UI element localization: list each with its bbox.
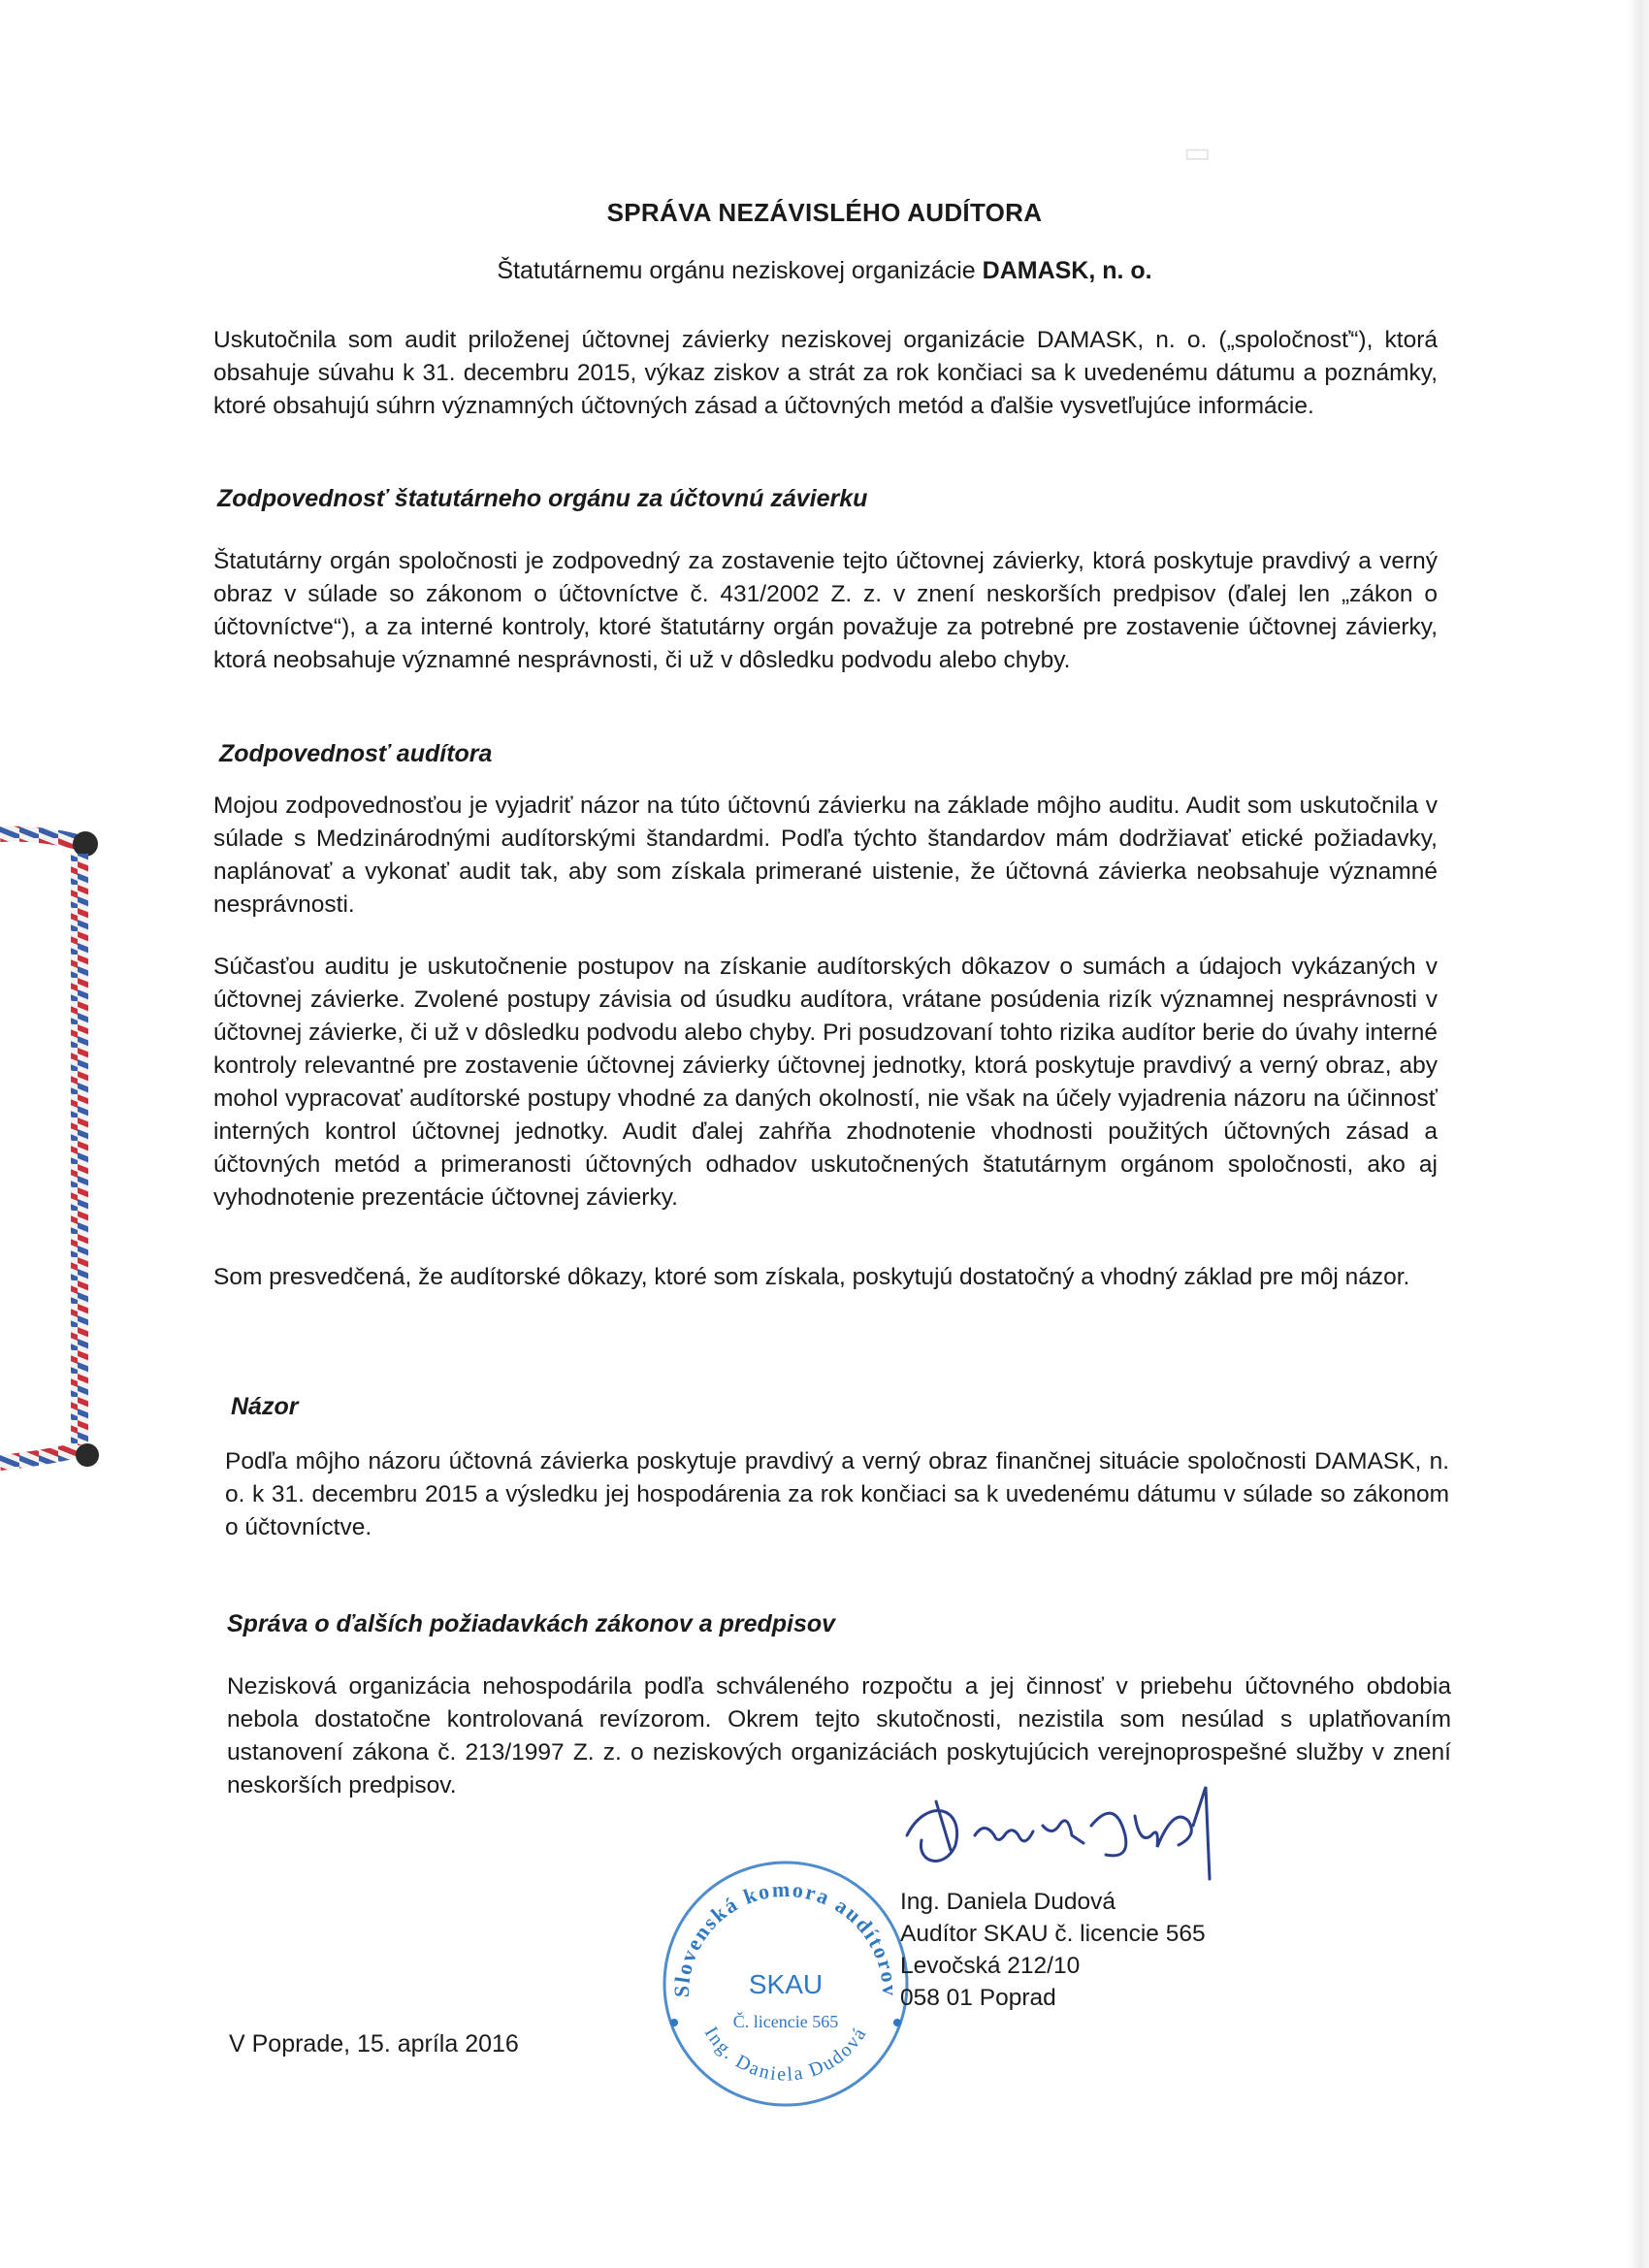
signer-block xyxy=(900,1886,1206,2014)
binding-hole xyxy=(73,831,98,857)
addressee-line xyxy=(0,257,1649,285)
scanned-page-edge xyxy=(1628,0,1649,2268)
signer-role: Audítor SKAU č. licencie 565 xyxy=(900,1921,1206,1947)
opinion-heading: Názor xyxy=(231,1393,299,1420)
auditor-seal-stamp xyxy=(650,1848,922,2120)
seal-dot xyxy=(670,2019,678,2026)
opinion-paragraph: Podľa môjho názoru účtovná závierka poskytuje pravdivý a verný obraz finančnej situácie spoločnosti DAMASK, n. o. k 31. decembru 2015 a výsledku jej hospodárenia za rok končiaci sa k uvedenému dátumu v súlade so zákonom o účtovníctve. xyxy=(225,1448,1449,1540)
seal-dot xyxy=(893,2019,901,2026)
faint-bleed-through: ▭ xyxy=(1183,137,1212,169)
binding-hole xyxy=(76,1443,99,1467)
seal-license-text: Č. licencie 565 xyxy=(732,2012,839,2031)
auditor-responsibility-heading: Zodpovednosť audítora xyxy=(219,740,493,767)
handwritten-signature xyxy=(897,1767,1246,1894)
statutory-responsibility-heading: Zodpovednosť štatutárneho orgánu za účtovnú závierku xyxy=(217,485,868,512)
seal-bottom-text: Ing. Daniela Dudová xyxy=(699,2023,872,2086)
document-title: SPRÁVA NEZÁVISLÉHO AUDÍTORA xyxy=(606,198,1043,227)
binding-cord-image xyxy=(0,815,107,1484)
signer-street: Levočská 212/10 xyxy=(900,1953,1081,1979)
place-and-date: V Poprade, 15. apríla 2016 xyxy=(229,2030,519,2057)
seal-center-text: SKAU xyxy=(748,1969,824,1999)
intro-paragraph: Uskutočnila som audit priloženej účtovnej závierky neziskovej organizácie DAMASK, n. o. („spoločnosť“), ktorá obsahuje súvahu k 31. decembru 2015, výkaz ziskov a strát za rok končiaci sa k uvedenému dátumu a poznámky, ktoré obsahujú súhrn významných účtovných zásad a účtovných metód a ďalšie vysvetľujúce informácie. xyxy=(213,327,1438,419)
addressee-organization: DAMASK, n. o. xyxy=(982,257,1152,284)
other-requirements-heading: Správa o ďalších požiadavkách zákonov a predpisov xyxy=(227,1610,836,1637)
auditor-responsibility-paragraph-3: Som presvedčená, že audítorské dôkazy, ktoré som získala, poskytujú dostatočný a vhodný základ pre môj názor. xyxy=(213,1264,1410,1290)
auditor-responsibility-paragraph-2: Súčasťou auditu je uskutočnenie postupov na získanie audítorských dôkazov o sumách a údajoch vykázaných v účtovnej závierke. Zvolené postupy závisia od úsudku audítora, vrátane posúdenia rizík významnej nesprávnosti v účtovnej závierke, či už v dôsledku podvodu alebo chyby. Pri posudzovaní tohto rizika audítor berie do úvahy interné kontroly relevantné pre zostavenie účtovnej závierky účtovnej jednotky, ktorá poskytuje pravdivý a verný obraz, aby mohol vypracovať audítorské postupy vhodné za daných okolností, nie však na účely vyjadrenia názoru na účinnosť interných kontrol účtovnej jednotky. Audit ďalej zahŕňa zhodnotenie vhodnosti použitých účtovných zásad a účtovných metód a primeranosti účtovných odhadov uskutočnených štatutárnym orgánom spoločnosti, ako aj vyhodnotenie prezentácie účtovnej závierky. xyxy=(213,954,1438,1211)
statutory-responsibility-paragraph: Štatutárny orgán spoločnosti je zodpovedný za zostavenie tejto účtovnej závierky, ktorá poskytuje pravdivý a verný obraz v súlade so zákonom o účtovníctve č. 431/2002 Z. z. v znení neskorších predpisov (ďalej len „zákon o účtovníctve“), a za interné kontroly, ktoré štatutárny orgán považuje za potrebné pre zostavenie účtovnej závierky, ktorá neobsahuje významné nesprávnosti, či už v dôsledku podvodu alebo chyby. xyxy=(213,548,1438,673)
svg-text:Ing. Daniela Dudová xyxy=(700,2023,872,2085)
addressee-prefix: Štatutárnemu orgánu neziskovej organizácie xyxy=(497,257,983,284)
seal-top-text: Slovenská komora audítorov xyxy=(668,1876,903,1998)
signer-city: 058 01 Poprad xyxy=(900,1985,1056,2011)
auditor-responsibility-paragraph-1: Mojou zodpovednosťou je vyjadriť názor na túto účtovnú závierku na základe môjho auditu. Audit som uskutočnila v súlade s Medzinárodnými audítorskými štandardmi. Podľa týchto štandardov mám dodržiavať etické požiadavky, naplánovať a vykonať audit tak, aby som získala primerané uistenie, že účtovná závierka neobsahuje významné nesprávnosti. xyxy=(213,793,1438,918)
other-requirements-paragraph: Nezisková organizácia nehospodárila podľa schváleného rozpočtu a jej činnosť v priebehu účtovného obdobia nebola dostatočne kontrolovaná revízorom. Okrem tejto skutočnosti, nezistila som nesúlad s uplatňovaním ustanovení zákona č. 213/1997 Z. z. o neziskových organizáciách poskytujúcich verejnoprospešné služby v znení neskorších predpisov. xyxy=(227,1673,1451,1798)
signer-name: Ing. Daniela Dudová xyxy=(900,1889,1116,1915)
